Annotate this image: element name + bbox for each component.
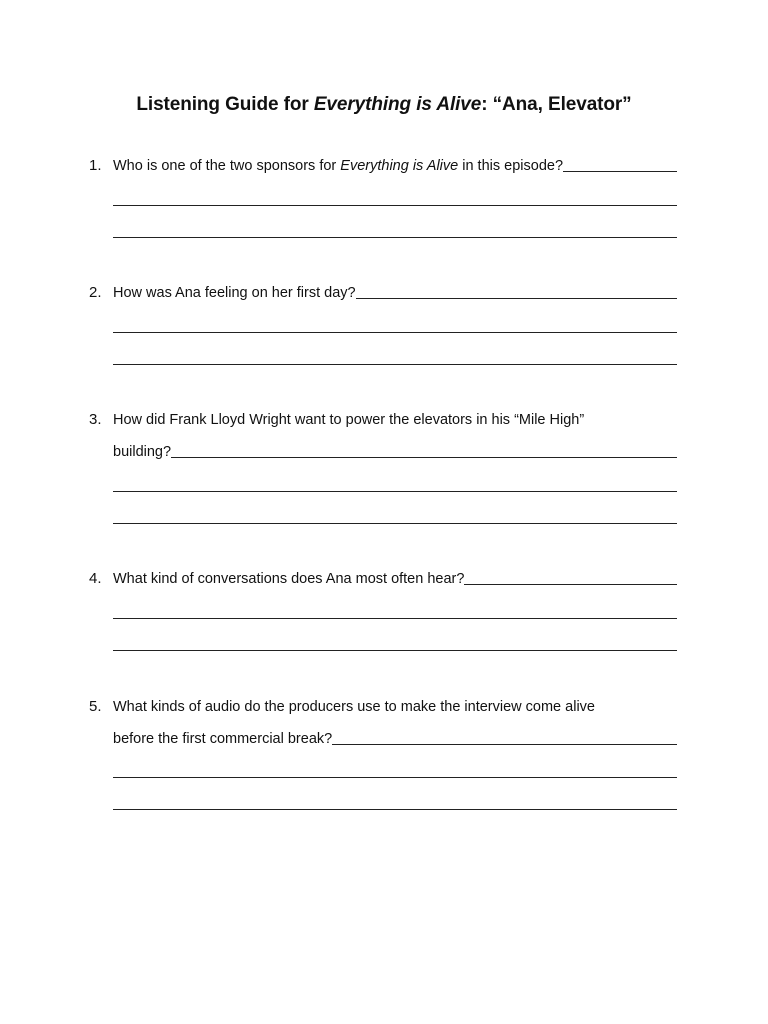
question-text: What kinds of audio do the producers use to make the interview come alive (113, 699, 595, 715)
show-name: Everything is Alive (340, 158, 459, 174)
question-text-continued: before the first commercial break? (113, 731, 333, 747)
answer-blank[interactable] (563, 171, 677, 172)
question-line (113, 697, 677, 717)
answer-line[interactable] (113, 650, 677, 651)
answer-line[interactable] (113, 618, 677, 619)
worksheet-title (0, 94, 768, 116)
title-show-name: Everything is Alive (313, 94, 482, 115)
answer-line[interactable] (113, 205, 677, 206)
question-line (113, 283, 677, 303)
answer-line[interactable] (113, 237, 677, 238)
answer-blank[interactable] (356, 298, 677, 299)
question-number: 3. (89, 411, 102, 428)
answer-blank[interactable] (332, 744, 677, 745)
question-line (113, 156, 677, 176)
question-number: 2. (89, 284, 102, 301)
question-line-continued (113, 729, 677, 749)
question-text: How did Frank Lloyd Wright want to power the elevators in his “Mile High” (113, 412, 585, 428)
answer-line[interactable] (113, 777, 677, 778)
answer-line[interactable] (113, 491, 677, 492)
answer-blank[interactable] (464, 584, 677, 585)
answer-line[interactable] (113, 809, 677, 810)
question-number: 1. (89, 157, 102, 174)
answer-blank[interactable] (171, 457, 677, 458)
question-text: How was Ana feeling on her first day? (113, 285, 356, 301)
answer-line[interactable] (113, 523, 677, 524)
question-text-continued: building? (113, 444, 172, 460)
title-suffix: : “Ana, Elevator” (481, 94, 632, 115)
question-number: 5. (89, 698, 102, 715)
question-number: 4. (89, 570, 102, 587)
question-line (113, 569, 677, 589)
question-line-continued (113, 442, 677, 462)
question-text: Who is one of the two sponsors for Everything is Alive in this episode? (113, 158, 564, 174)
question-line (113, 410, 677, 430)
question-text: What kind of conversations does Ana most often hear? (113, 571, 465, 587)
title-prefix: Listening Guide for (136, 94, 314, 115)
answer-line[interactable] (113, 364, 677, 365)
answer-line[interactable] (113, 332, 677, 333)
